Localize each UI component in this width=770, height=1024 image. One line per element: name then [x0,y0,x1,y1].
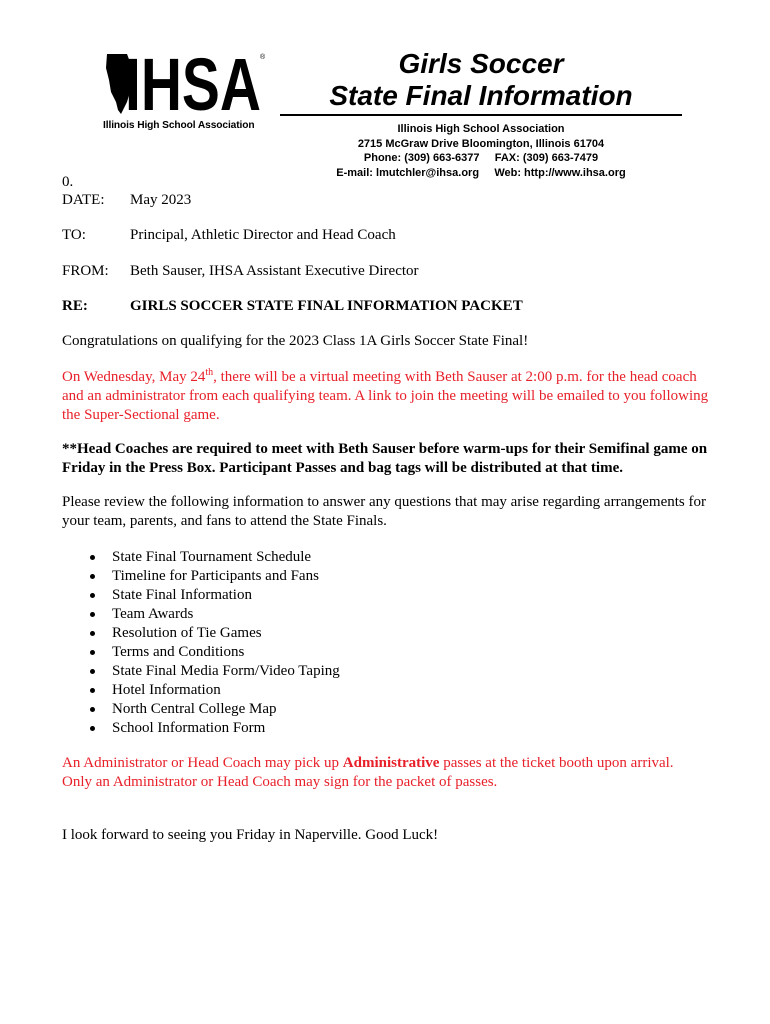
list-item: Hotel Information [88,681,340,700]
passes-paragraph [62,754,722,792]
closing-line: I look forward to seeing you Friday in Naperville. Good Luck! [62,827,439,843]
svg-text:IHSA: IHSA [125,50,261,116]
svg-text:®: ® [260,54,266,61]
from-value: Beth Sauser, IHSA Assistant Executive Director [130,263,419,279]
re-label: RE: [62,298,88,314]
passes-line-2: Only an Administrator or Head Coach may sign for the packet of passes. [62,774,498,790]
contact-phone-fax: Phone: (309) 663-6377 FAX: (309) 663-7479 [363,152,599,165]
contact-email-web: E-mail: lmutchler@ihsa.org Web: http://www.ihsa.org [336,167,626,180]
passes-text-end: passes at the ticket booth upon arrival. [439,755,674,771]
list-item: State Final Tournament Schedule [88,548,340,567]
list-item: Timeline for Participants and Fans [88,567,340,586]
list-item: State Final Media Form/Video Taping [88,662,340,681]
congrats-paragraph: Congratulations on qualifying for the 2023 Class 1A Girls Soccer State Final! [62,333,529,349]
document-title [280,48,682,112]
to-label: TO: [62,227,86,243]
contact-address: 2715 McGraw Drive Bloomington, Illinois 61704 [357,137,605,150]
re-value: GIRLS SOCCER STATE FINAL INFORMATION PACKET [130,298,523,314]
from-label: FROM: [62,263,109,279]
meeting-text-end: , there will be a virtual meeting with Beth Sauser at 2:00 p.m. for the head coach and an administrator from each qualifying team. A link to join the meeting will be emailed to you following the Super-Sectional game. [62,369,709,423]
contact-block [280,122,682,181]
title-line-2: State Final Information [329,80,633,111]
meeting-text-start: On Wednesday, May 24 [62,369,206,385]
ihsa-logo-mark [103,50,268,116]
list-item: State Final Information [88,586,340,605]
logo-tagline: Illinois High School Association [103,120,255,131]
stray-number: 0. [62,174,74,190]
to-value: Principal, Athletic Director and Head Coach [130,227,396,243]
contact-org: Illinois High School Association [397,123,565,135]
ihsa-logo [103,50,268,134]
list-item: Resolution of Tie Games [88,624,340,643]
list-item: Terms and Conditions [88,643,340,662]
head-coaches-paragraph: **Head Coaches are required to meet with Beth Sauser before warm-ups for their Semifinal game on Friday in the Press Box. Participant Passes and bag tags will be distributed at that time. [62,441,708,476]
list-item: School Information Form [88,719,340,738]
passes-emphasis: Administrative [342,755,440,771]
list-item: North Central College Map [88,700,340,719]
meeting-date-suffix: th [205,367,214,378]
passes-line-1 [62,754,722,773]
packet-contents-list [88,548,340,738]
title-line-1: Girls Soccer [398,48,564,79]
passes-text-start: An Administrator or Head Coach may pick up [62,755,343,771]
date-label: DATE: [62,192,105,208]
review-paragraph: Please review the following information to answer any questions that may arise regarding arrangements for your team, parents, and fans to attend the State Finals. [62,494,706,529]
title-divider [280,114,682,116]
virtual-meeting-paragraph [62,368,722,425]
date-value: May 2023 [130,192,192,208]
list-item: Team Awards [88,605,340,624]
